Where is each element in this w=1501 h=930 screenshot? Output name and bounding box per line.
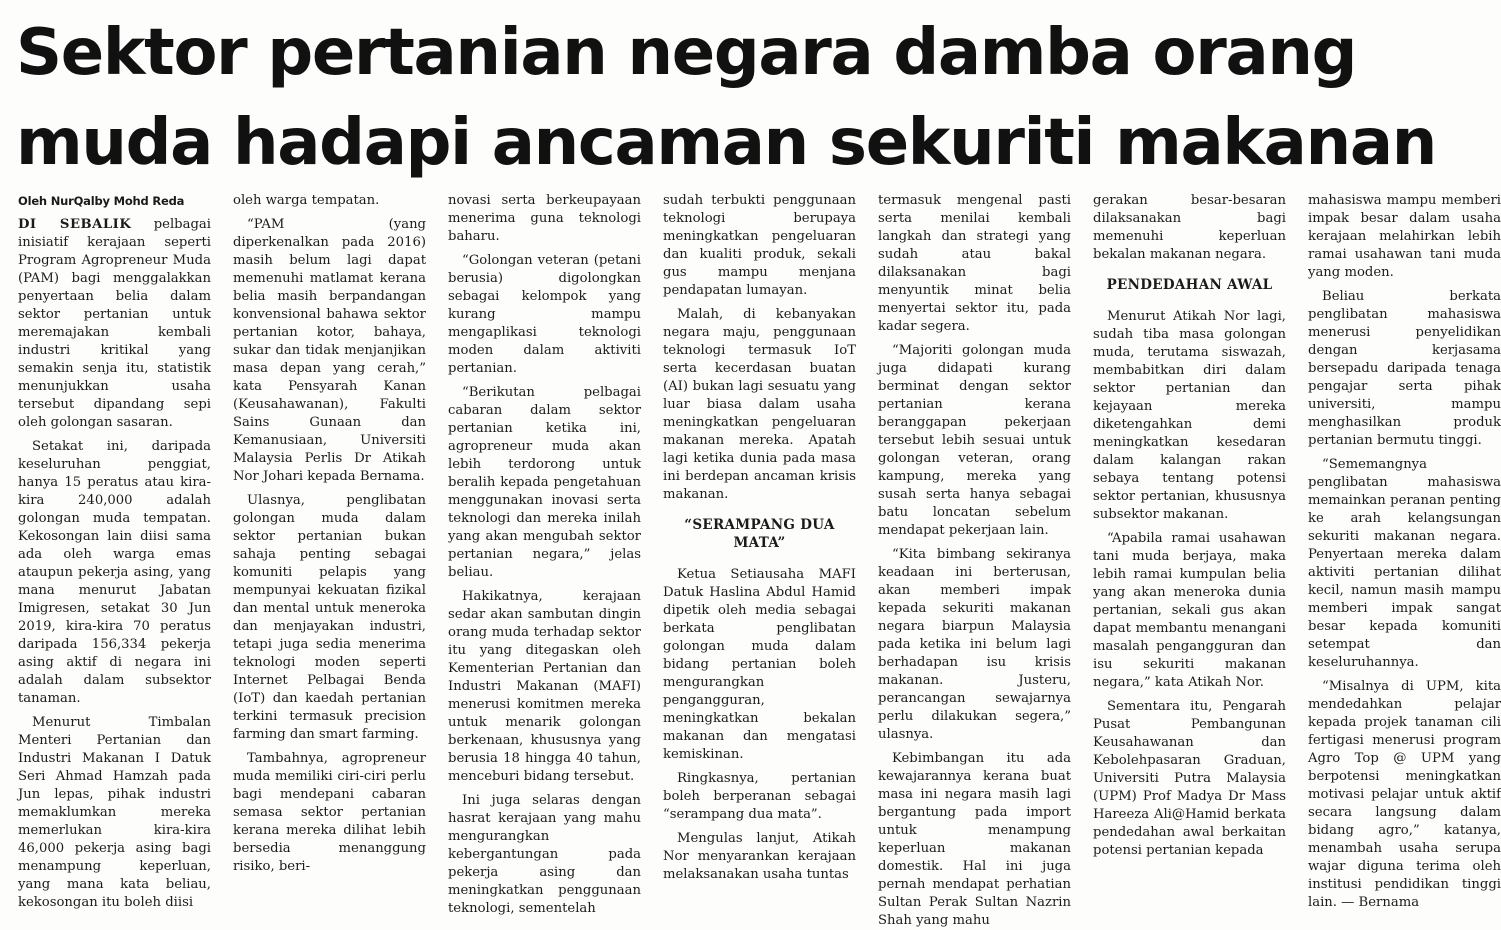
paragraph: mahasiswa mampu memberi impak besar dalam usaha kerajaan melahirkan lebih ramai usahawan tani muda yang moden. (1308, 193, 1501, 280)
paragraph: Sementara itu, Pengarah Pusat Pembangunan Keusahawanan dan Kebolehpasaran Graduan, Universiti Putra Malaysia (UPM) Prof Madya Dr Mass Hareeza Ali@Hamid berkata pendedahan awal berkaitan potensi pertanian kepada (1093, 699, 1286, 858)
paragraph: Malah, di kebanyakan negara maju, penggunaan teknologi termasuk IoT serta kecerdasan buatan (AI) bukan lagi sesuatu yang luar biasa dalam usaha meningkatkan pengeluaran makanan mereka. Apatah lagi ketika dunia pada masa ini berdepan ancaman krisis makanan. (663, 307, 856, 502)
paragraph: oleh warga tempatan. (233, 193, 380, 208)
lead-paragraph-text: pelbagai inisiatif kerajaan seperti Program Agropreneur Muda (PAM) bagi menggalakkan penyertaan belia dalam sektor pertanian untuk meremajakan kembali industri kritikal yang semakin senja itu, statistik menunjukkan usaha tersebut dipandang sepi oleh golongan sasaran. (18, 217, 211, 430)
paragraph: sudah terbukti penggunaan teknologi berupaya meningkatkan pengeluaran dan kualiti produk, sekali gus mampu menjana pendapatan lumayan. (663, 193, 856, 298)
paragraph (18, 216, 211, 432)
paragraph: novasi serta berkeupayaan menerima guna teknologi baharu. (448, 193, 641, 244)
paragraph: “Berikutan pelbagai cabaran dalam sektor pertanian ketika ini, agropreneur muda akan lebih terdorong untuk beralih kepada pengetahuan menggunakan inovasi serta teknologi dan mereka inilah yang akan mengubah sektor pertanian negara,” jelas beliau. (448, 385, 641, 580)
subheading-serampang-dua-mata: “SERAMPANG DUA MATA” (684, 517, 835, 551)
paragraph: Setakat ini, daripada keseluruhan penggiat, hanya 15 peratus atau kira-kira 240,000 adalah golongan muda tempatan. Kekosongan lain diisi sama ada oleh warga emas ataupun pekerja asing, yang mana menurut Jabatan Imigresen, setakat 30 Jun 2019, kira-kira 70 peratus daripada 156,334 pekerja asing aktif di negara ini adalah dalam subsektor tanaman. (18, 439, 211, 706)
paragraph: Menurut Atikah Nor lagi, sudah tiba masa golongan muda, terutama siswazah, membabitkan diri dalam sektor pertanian dan kejayaan mereka diketengahkan demi meningkatkan kesedaran dalam kalangan rakan sebaya tentang potensi sektor pertanian, khususnya subsektor makanan. (1093, 309, 1286, 522)
paragraph: Kebimbangan itu ada kewajarannya kerana buat masa ini negara masih lagi bergantung pada import untuk menampung keperluan makanan domestik. Hal ini juga pernah mendapat perhatian Sultan Perak Sultan Nazrin Shah yang mahu (878, 751, 1071, 928)
paragraph: “PAM (yang diperkenalkan pada 2016) masih belum lagi dapat memenuhi matlamat kerana belia masih berpandangan konvensional bahawa sektor pertanian kotor, bahaya, sukar dan tidak menjanjikan masa depan yang cerah,” kata Pensyarah Kanan (Keusahawanan), Fakulti Sains Gunaan dan Kemanusiaan, Universiti Malaysia Perlis Dr Atikah Nor Johari kepada Bernama. (233, 217, 426, 484)
paragraph: “Golongan veteran (petani berusia) digolongkan sebagai kelompok yang kurang mampu mengaplikasi teknologi moden dalam aktiviti pertanian. (448, 253, 641, 376)
headline-line-2: muda hadapi ancaman sekuriti makanan (16, 106, 1436, 180)
paragraph: Ulasnya, penglibatan golongan muda dalam sektor pertanian bukan sahaja penting sebagai komuniti pelapis yang mempunyai kekuatan fizikal dan mental untuk meneroka dan menjayakan industri, tetapi juga sedia menerima teknologi moden seperti Internet Pelbagai Benda (IoT) dan kaedah pertanian terkini termasuk precision farming dan smart farming. (233, 493, 426, 742)
lead-words: DI SEBALIK (18, 217, 132, 232)
paragraph: “Sememangnya penglibatan mahasiswa memainkan peranan penting ke arah kelangsungan sekuriti makanan negara. Penyertaan mereka dalam aktiviti pertanian dilihat kecil, namun masih mampu memberi impak sangat besar kepada komuniti setempat dan keseluruhannya. (1308, 457, 1501, 670)
article-columns (18, 192, 1501, 928)
byline: Oleh NurQalby Mohd Reda (18, 194, 185, 208)
paragraph: “Kita bimbang sekiranya keadaan ini berterusan, akan memberi impak kepada sekuriti makanan negara biarpun Malaysia pada ketika ini belum lagi berhadapan isu krisis makanan. Justeru, perancangan sewajarnya perlu dilakukan segera,” ulasnya. (878, 547, 1071, 742)
column-5 (878, 192, 1071, 928)
paragraph: gerakan besar-besaran dilaksanakan bagi memenuhi keperluan bekalan makanan negara. (1093, 193, 1286, 262)
paragraph: termasuk mengenal pasti serta menilai kembali langkah dan strategi yang sudah atau bakal dilaksanakan bagi menyuntik minat belia menyertai sektor itu, pada kadar segera. (878, 193, 1071, 334)
column-1 (18, 192, 211, 910)
paragraph: Ketua Setiausaha MAFI Datuk Haslina Abdul Hamid dipetik oleh media sebagai berkata penglibatan golongan muda dalam bidang pertanian boleh mengurangkan pengangguran, meningkatkan bekalan makanan dan mengatasi kemiskinan. (663, 567, 856, 762)
paragraph: Tambahnya, agropreneur muda memiliki ciri-ciri perlu bagi mendepani cabaran semasa sektor pertanian kerana mereka dilihat lebih bersedia menanggung risiko, beri- (233, 751, 426, 874)
paragraph: Ringkasnya, pertanian boleh berperanan sebagai “serampang dua mata”. (663, 771, 856, 822)
paragraph: Mengulas lanjut, Atikah Nor menyarankan kerajaan melaksanakan usaha tuntas (663, 831, 856, 882)
column-7 (1308, 192, 1501, 910)
paragraph: “Majoriti golongan muda juga didapati kurang berminat dengan sektor pertanian kerana beranggapan pekerjaan tersebut lebih sesuai untuk golongan veteran, orang kampung, mereka yang susah serta hanya sebagai batu loncatan sebelum mendapat pekerjaan lain. (878, 343, 1071, 538)
paragraph: Beliau berkata penglibatan mahasiswa menerusi penyelidikan dengan kerjasama bersepadu daripada tenaga pengajar serta pihak universiti, mampu menghasilkan produk pertanian bermutu tinggi. (1308, 289, 1501, 448)
subheading-pendedahan-awal: PENDEDAHAN AWAL (1106, 277, 1273, 293)
column-3 (448, 192, 641, 916)
paragraph: Ini juga selaras dengan hasrat kerajaan yang mahu mengurangkan kebergantungan pada pekerja asing dan meningkatkan penggunaan teknologi, sementelah (448, 793, 641, 916)
column-4 (663, 192, 856, 882)
headline (16, 8, 1486, 188)
column-6 (1093, 192, 1286, 858)
paragraph: Hakikatnya, kerajaan sedar akan sambutan dingin orang muda terhadap sektor itu yang ditegaskan oleh Kementerian Pertanian dan Industri Makanan (MAFI) menerusi komitmen mereka untuk menarik golongan berkenaan, khususnya yang berusia 18 hingga 40 tahun, menceburi bidang tersebut. (448, 589, 641, 784)
headline-line-1: Sektor pertanian negara damba orang (16, 16, 1357, 90)
paragraph: “Apabila ramai usahawan tani muda berjaya, maka lebih ramai kumpulan belia yang akan meneroka dunia pertanian, sekali gus akan dapat membantu menangani masalah pengangguran dan isu sekuriti makanan negara,” kata Atikah Nor. (1093, 531, 1286, 690)
paragraph: “Misalnya di UPM, kita mendedahkan pelajar kepada projek tanaman cili fertigasi menerusi program Agro Top @ UPM yang berpotensi meningkatkan motivasi pelajar untuk aktif secara langsung dalam bidang agro,” katanya, menambah usaha serupa wajar diguna terima oleh institusi pendidikan tinggi lain. — Bernama (1308, 679, 1501, 910)
paragraph: Menurut Timbalan Menteri Pertanian dan Industri Makanan I Datuk Seri Ahmad Hamzah pada Jun lepas, pihak industri memaklumkan mereka memerlukan kira-kira 46,000 pekerja asing bagi menampung keperluan, yang mana kata beliau, kekosongan itu boleh diisi (18, 715, 211, 910)
column-2 (233, 192, 426, 874)
